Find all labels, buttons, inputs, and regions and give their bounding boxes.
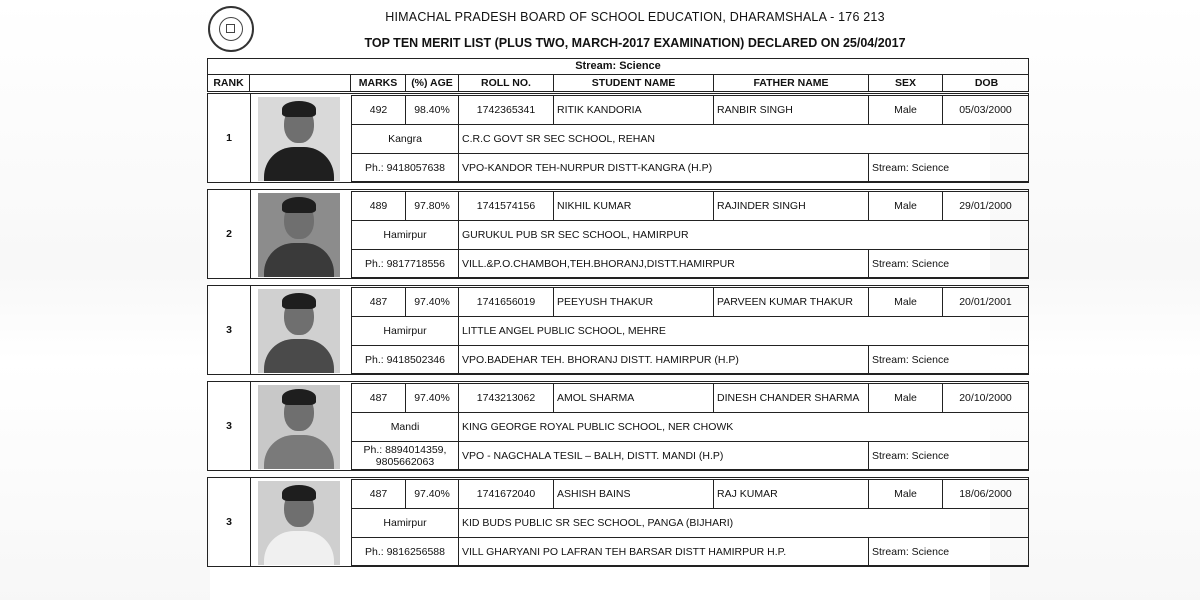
- left-margin-shade: [0, 0, 210, 600]
- percent-value: 98.40%: [405, 95, 459, 125]
- student-name: RITIK KANDORIA: [553, 95, 714, 125]
- phone-number: Ph.: 9418502346: [351, 345, 459, 374]
- rank-value: 2: [208, 190, 251, 278]
- address-value: VPO-KANDOR TEH-NURPUR DISTT-KANGRA (H.P): [458, 153, 869, 182]
- roll-number: 1741672040: [458, 479, 554, 509]
- merit-list-sheet: [205, 0, 1031, 600]
- rank-value: 3: [208, 382, 251, 470]
- col-photo: [250, 75, 351, 91]
- student-photo: [258, 289, 340, 373]
- roll-number: 1743213062: [458, 383, 554, 413]
- rank-value: 1: [208, 94, 251, 182]
- marks-value: 489: [351, 191, 406, 221]
- percent-value: 97.40%: [405, 383, 459, 413]
- district-value: Hamirpur: [351, 508, 459, 538]
- rank-value: 3: [208, 286, 251, 374]
- marks-value: 487: [351, 383, 406, 413]
- sex-value: Male: [868, 287, 943, 317]
- address-value: VILL GHARYANI PO LAFRAN TEH BARSAR DISTT HAMIRPUR H.P.: [458, 537, 869, 566]
- phone-number: Ph.: 8894014359, 9805662063: [351, 441, 459, 470]
- roll-number: 1741574156: [458, 191, 554, 221]
- student-photo: [258, 97, 340, 181]
- stream-value: Stream: Science: [868, 441, 1029, 470]
- phone-number: Ph.: 9816256588: [351, 537, 459, 566]
- phone-number: Ph.: 9817718556: [351, 249, 459, 278]
- district-value: Hamirpur: [351, 220, 459, 250]
- stream-value: Stream: Science: [868, 153, 1029, 182]
- stream-value: Stream: Science: [868, 345, 1029, 374]
- father-name: PARVEEN KUMAR THAKUR: [713, 287, 869, 317]
- roll-number: 1742365341: [458, 95, 554, 125]
- father-name: DINESH CHANDER SHARMA: [713, 383, 869, 413]
- father-name: RAJ KUMAR: [713, 479, 869, 509]
- phone-number: Ph.: 9418057638: [351, 153, 459, 182]
- student-photo: [258, 385, 340, 469]
- col-roll: ROLL NO.: [459, 75, 554, 91]
- student-name: NIKHIL KUMAR: [553, 191, 714, 221]
- col-father: FATHER NAME: [714, 75, 869, 91]
- sex-value: Male: [868, 383, 943, 413]
- stream-value: Stream: Science: [868, 249, 1029, 278]
- student-name: ASHISH BAINS: [553, 479, 714, 509]
- address-value: VPO - NAGCHALA TESIL – BALH, DISTT. MANDI (H.P): [458, 441, 869, 470]
- student-record: [207, 93, 1029, 183]
- school-name: LITTLE ANGEL PUBLIC SCHOOL, MEHRE: [458, 316, 1029, 346]
- board-name: HIMACHAL PRADESH BOARD OF SCHOOL EDUCATION, DHARAMSHALA - 176 213: [385, 10, 885, 24]
- district-value: Mandi: [351, 412, 459, 442]
- school-name: C.R.C GOVT SR SEC SCHOOL, REHAN: [458, 124, 1029, 154]
- stream-value: Stream: Science: [868, 537, 1029, 566]
- page-title: TOP TEN MERIT LIST (PLUS TWO, MARCH-2017 EXAMINATION) DECLARED ON 25/04/2017: [364, 36, 906, 50]
- student-record: [207, 285, 1029, 375]
- student-record: [207, 189, 1029, 279]
- district-value: Hamirpur: [351, 316, 459, 346]
- sex-value: Male: [868, 95, 943, 125]
- col-dob: DOB: [974, 77, 999, 89]
- board-seal-icon: [208, 6, 254, 52]
- address-value: VILL.&P.O.CHAMBOH,TEH.BHORANJ,DISTT.HAMIRPUR: [458, 249, 869, 278]
- stream-heading: Stream: Science: [207, 58, 1029, 75]
- dob-value: 05/03/2000: [942, 95, 1029, 125]
- marks-value: 487: [351, 287, 406, 317]
- dob-value: 29/01/2000: [942, 191, 1029, 221]
- marks-value: 492: [351, 95, 406, 125]
- student-name: PEEYUSH THAKUR: [553, 287, 714, 317]
- col-marks: MARKS: [351, 75, 406, 91]
- student-photo: [258, 481, 340, 565]
- dob-value: 20/01/2001: [942, 287, 1029, 317]
- percent-value: 97.40%: [405, 479, 459, 509]
- roll-number: 1741656019: [458, 287, 554, 317]
- sex-value: Male: [868, 191, 943, 221]
- school-name: KID BUDS PUBLIC SR SEC SCHOOL, PANGA (BIJHARI): [458, 508, 1029, 538]
- col-sex: SEX: [869, 75, 943, 91]
- sex-value: Male: [868, 479, 943, 509]
- dob-value: 18/06/2000: [942, 479, 1029, 509]
- student-record: [207, 381, 1029, 471]
- address-value: VPO.BADEHAR TEH. BHORANJ DISTT. HAMIRPUR (H.P): [458, 345, 869, 374]
- school-name: KING GEORGE ROYAL PUBLIC SCHOOL, NER CHOWK: [458, 412, 1029, 442]
- col-percent: (%) AGE: [406, 75, 459, 91]
- column-header-row: [207, 75, 1029, 92]
- district-value: Kangra: [351, 124, 459, 154]
- marks-value: 487: [351, 479, 406, 509]
- dob-value: 20/10/2000: [942, 383, 1029, 413]
- percent-value: 97.40%: [405, 287, 459, 317]
- student-photo: [258, 193, 340, 277]
- percent-value: 97.80%: [405, 191, 459, 221]
- col-rank: RANK: [208, 75, 250, 91]
- rank-value: 3: [208, 478, 251, 566]
- col-student: STUDENT NAME: [554, 75, 714, 91]
- father-name: RAJINDER SINGH: [713, 191, 869, 221]
- father-name: RANBIR SINGH: [713, 95, 869, 125]
- student-record: [207, 477, 1029, 567]
- school-name: GURUKUL PUB SR SEC SCHOOL, HAMIRPUR: [458, 220, 1029, 250]
- student-name: AMOL SHARMA: [553, 383, 714, 413]
